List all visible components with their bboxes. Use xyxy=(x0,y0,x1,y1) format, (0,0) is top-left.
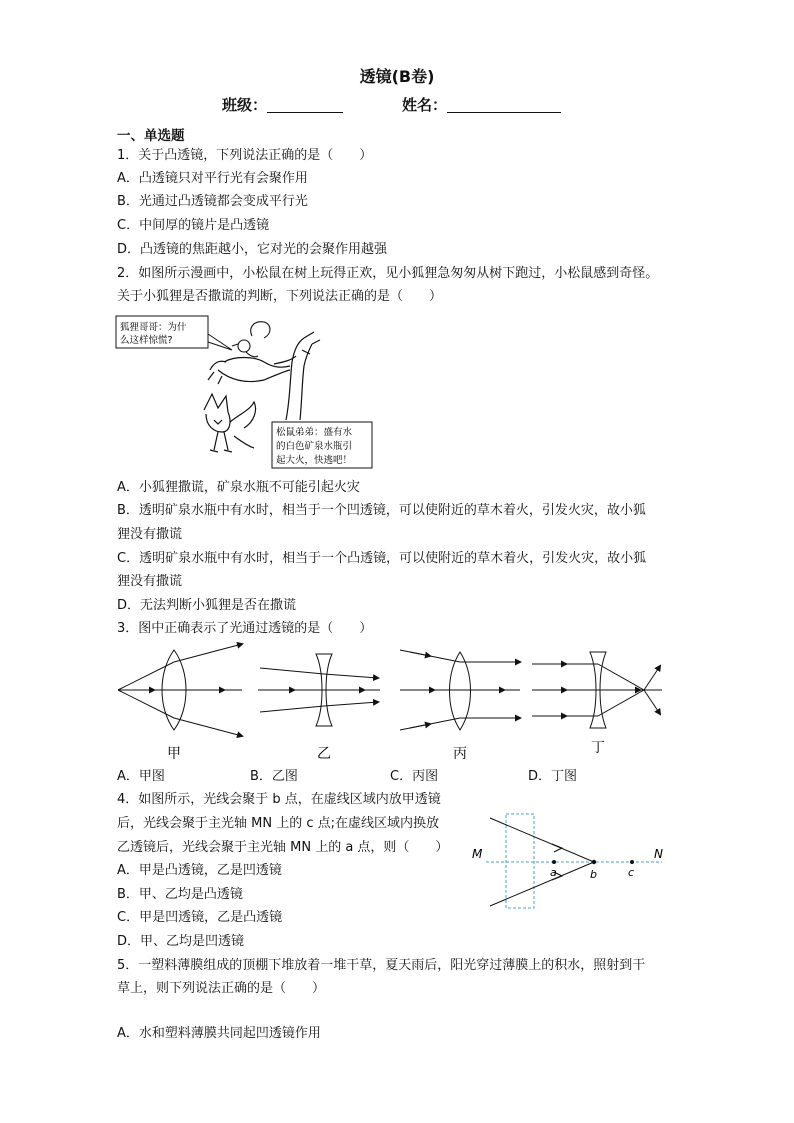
point-a xyxy=(552,860,556,864)
label-b: b xyxy=(590,868,597,881)
diagram-ding xyxy=(532,652,662,728)
label-jia: 甲 xyxy=(167,746,181,762)
q4-stem-line1: 4．如图所示，光线会聚于 b 点，在虚线区域内放甲透镜 xyxy=(117,792,441,807)
q5-option-a[interactable]: A．水和塑料薄膜共同起凹透镜作用 xyxy=(117,1026,321,1041)
label-bing: 丙 xyxy=(453,746,467,762)
bubble2-line2: 的白色矿泉水瓶引 xyxy=(276,441,353,452)
q5-stem-line2: 草上，则下列说法正确的是（ ） xyxy=(117,981,326,996)
q3-option-a[interactable]: A．甲图 xyxy=(117,769,165,784)
q2-option-b[interactable]: B．透明矿泉水瓶中有水时，相当于一个凹透镜，可以使附近的草木着火，引发火灾，故小狐 xyxy=(117,503,646,518)
q2-option-b-cont: 狸没有撒谎 xyxy=(117,527,183,542)
q1-option-d[interactable]: D．凸透镜的焦距越小，它对光的会聚作用越强 xyxy=(117,242,388,257)
focus-diagram xyxy=(466,810,676,914)
label-c: c xyxy=(628,866,635,879)
q4-option-b[interactable]: B．甲、乙均是凸透镜 xyxy=(117,887,243,902)
q4-option-d[interactable]: D．甲、乙均是凹透镜 xyxy=(117,934,245,949)
q3-option-b[interactable]: B．乙图 xyxy=(250,769,298,784)
q4-stem-line3: 乙透镜后，光线会聚于主光轴 MN 上的 a 点，则（ ） xyxy=(117,840,449,855)
name-field xyxy=(402,94,561,115)
point-b xyxy=(592,860,596,864)
section-heading: 一、单选题 xyxy=(117,128,185,144)
q2-option-d[interactable]: D．无法判断小狐狸是否在撒谎 xyxy=(117,598,297,613)
q1-option-b[interactable]: B．光通过凸透镜都会变成平行光 xyxy=(117,194,308,209)
q3-option-c[interactable]: C．丙图 xyxy=(390,769,439,784)
q4-option-a[interactable]: A．甲是凸透镜，乙是凹透镜 xyxy=(117,863,282,878)
diagram-bing xyxy=(400,650,520,730)
lens-diagrams xyxy=(114,642,674,766)
q2-option-c[interactable]: C．透明矿泉水瓶中有水时，相当于一个凸透镜，可以使附近的草木着火，引发火灾，故小狐 xyxy=(117,551,647,566)
q5-stem-line1: 5．一塑料薄膜组成的顶棚下堆放着一堆干草，夏天雨后，阳光穿过薄膜上的积水，照射到干 xyxy=(117,958,646,973)
label-m: M xyxy=(472,847,483,861)
name-label: 姓名： xyxy=(402,96,448,114)
q2-stem-line2: 关于小狐狸是否撒谎的判断，下列说法正确的是（ ） xyxy=(117,289,443,304)
class-field xyxy=(222,94,343,115)
page-title: 透镜(B卷) xyxy=(359,67,435,86)
q1-stem: 1．关于凸透镜，下列说法正确的是（ ） xyxy=(117,148,373,163)
label-yi: 乙 xyxy=(317,746,331,762)
q4-stem-line2: 后，光线会聚于主光轴 MN 上的 c 点;在虚线区域内换放 xyxy=(117,816,439,831)
bubble1-line2: 么这样惊慌? xyxy=(120,335,173,346)
label-ding: 丁 xyxy=(591,740,605,756)
q2-option-a[interactable]: A．小狐狸撒谎，矿泉水瓶不可能引起火灾 xyxy=(117,480,360,495)
cartoon-figure xyxy=(114,310,376,478)
q4-option-c[interactable]: C．甲是凹透镜，乙是凸透镜 xyxy=(117,910,283,925)
name-blank[interactable] xyxy=(447,98,561,113)
bubble-tail xyxy=(208,334,232,350)
class-label: 班级： xyxy=(222,96,268,114)
point-c xyxy=(630,860,634,864)
diagram-yi xyxy=(258,654,380,726)
bubble2-line3: 起大火，快逃吧！ xyxy=(276,455,353,466)
bubble2-line1: 松鼠弟弟：盛有水 xyxy=(276,427,353,438)
bubble1-line1: 狐狸哥哥：为什 xyxy=(120,322,187,333)
q3-option-d[interactable]: D．丁图 xyxy=(528,769,578,784)
label-n: N xyxy=(654,847,663,861)
q1-option-c[interactable]: C．中间厚的镜片是凸透镜 xyxy=(117,218,270,233)
q1-option-a[interactable]: A．凸透镜只对平行光有会聚作用 xyxy=(117,171,308,186)
diagram-jia xyxy=(118,644,242,736)
q3-stem: 3．图中正确表示了光通过透镜的是（ ） xyxy=(117,621,373,636)
class-blank[interactable] xyxy=(267,98,343,113)
fox-drawing xyxy=(204,394,256,452)
dashed-lens-region xyxy=(506,814,534,908)
label-a: a xyxy=(550,866,557,879)
squirrel-drawing xyxy=(232,322,270,357)
q2-option-c-cont: 狸没有撒谎 xyxy=(117,574,183,589)
q2-stem-line1: 2．如图所示漫画中，小松鼠在树上玩得正欢，见小狐狸急匆匆从树下跑过，小松鼠感到奇怪。 xyxy=(117,266,659,281)
